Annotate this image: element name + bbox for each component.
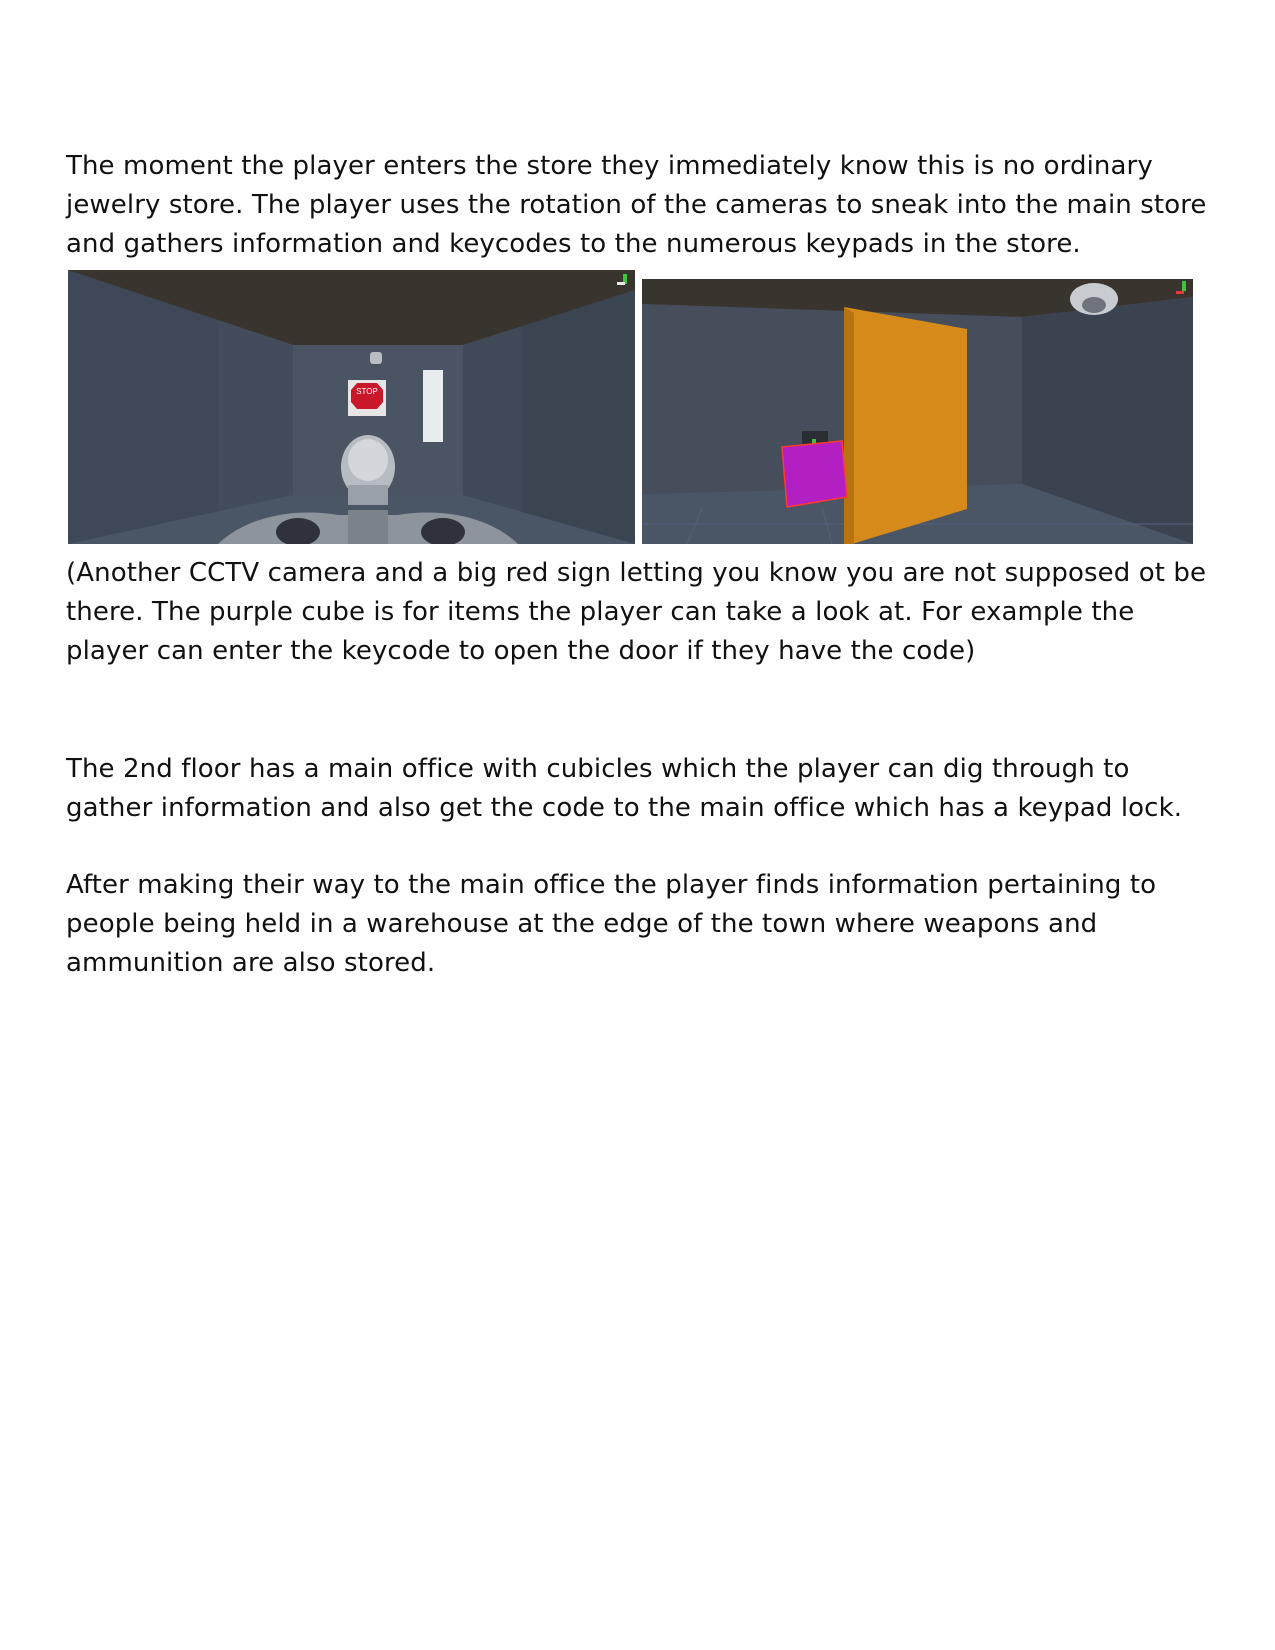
cctv-camera-icon (370, 352, 382, 364)
screenshot-door-keypad-cube (642, 279, 1193, 544)
door (844, 307, 967, 544)
intro-paragraph: The moment the player enters the store they immediately know this is no ordinary jewelry store. The player uses the rotation of the cameras to sneak into the main store and gathers information and keycodes to the numerous keypads in the store. (66, 151, 1207, 259)
purple-cube (782, 441, 847, 507)
image-caption: (Another CCTV camera and a big red sign letting you know you are not supposed ot be there. The purple cube is for items the player can take a look at. For example the player can enter the keycode to open the door if they have the code) (66, 558, 1207, 666)
hallway-scene (68, 270, 635, 544)
door-scene (642, 279, 1193, 544)
screenshot-hallway-stop-sign (68, 270, 635, 544)
stop-sign-label: STOP (356, 387, 378, 396)
second-floor-paragraph: The 2nd floor has a main office with cubicles which the player can dig through to gather information and also get the code to the main office which has a keypad lock. (66, 754, 1183, 823)
main-office-paragraph: After making their way to the main office the player finds information pertaining to people being held in a warehouse at the edge of the town where weapons and ammunition are also stored. (66, 870, 1157, 978)
